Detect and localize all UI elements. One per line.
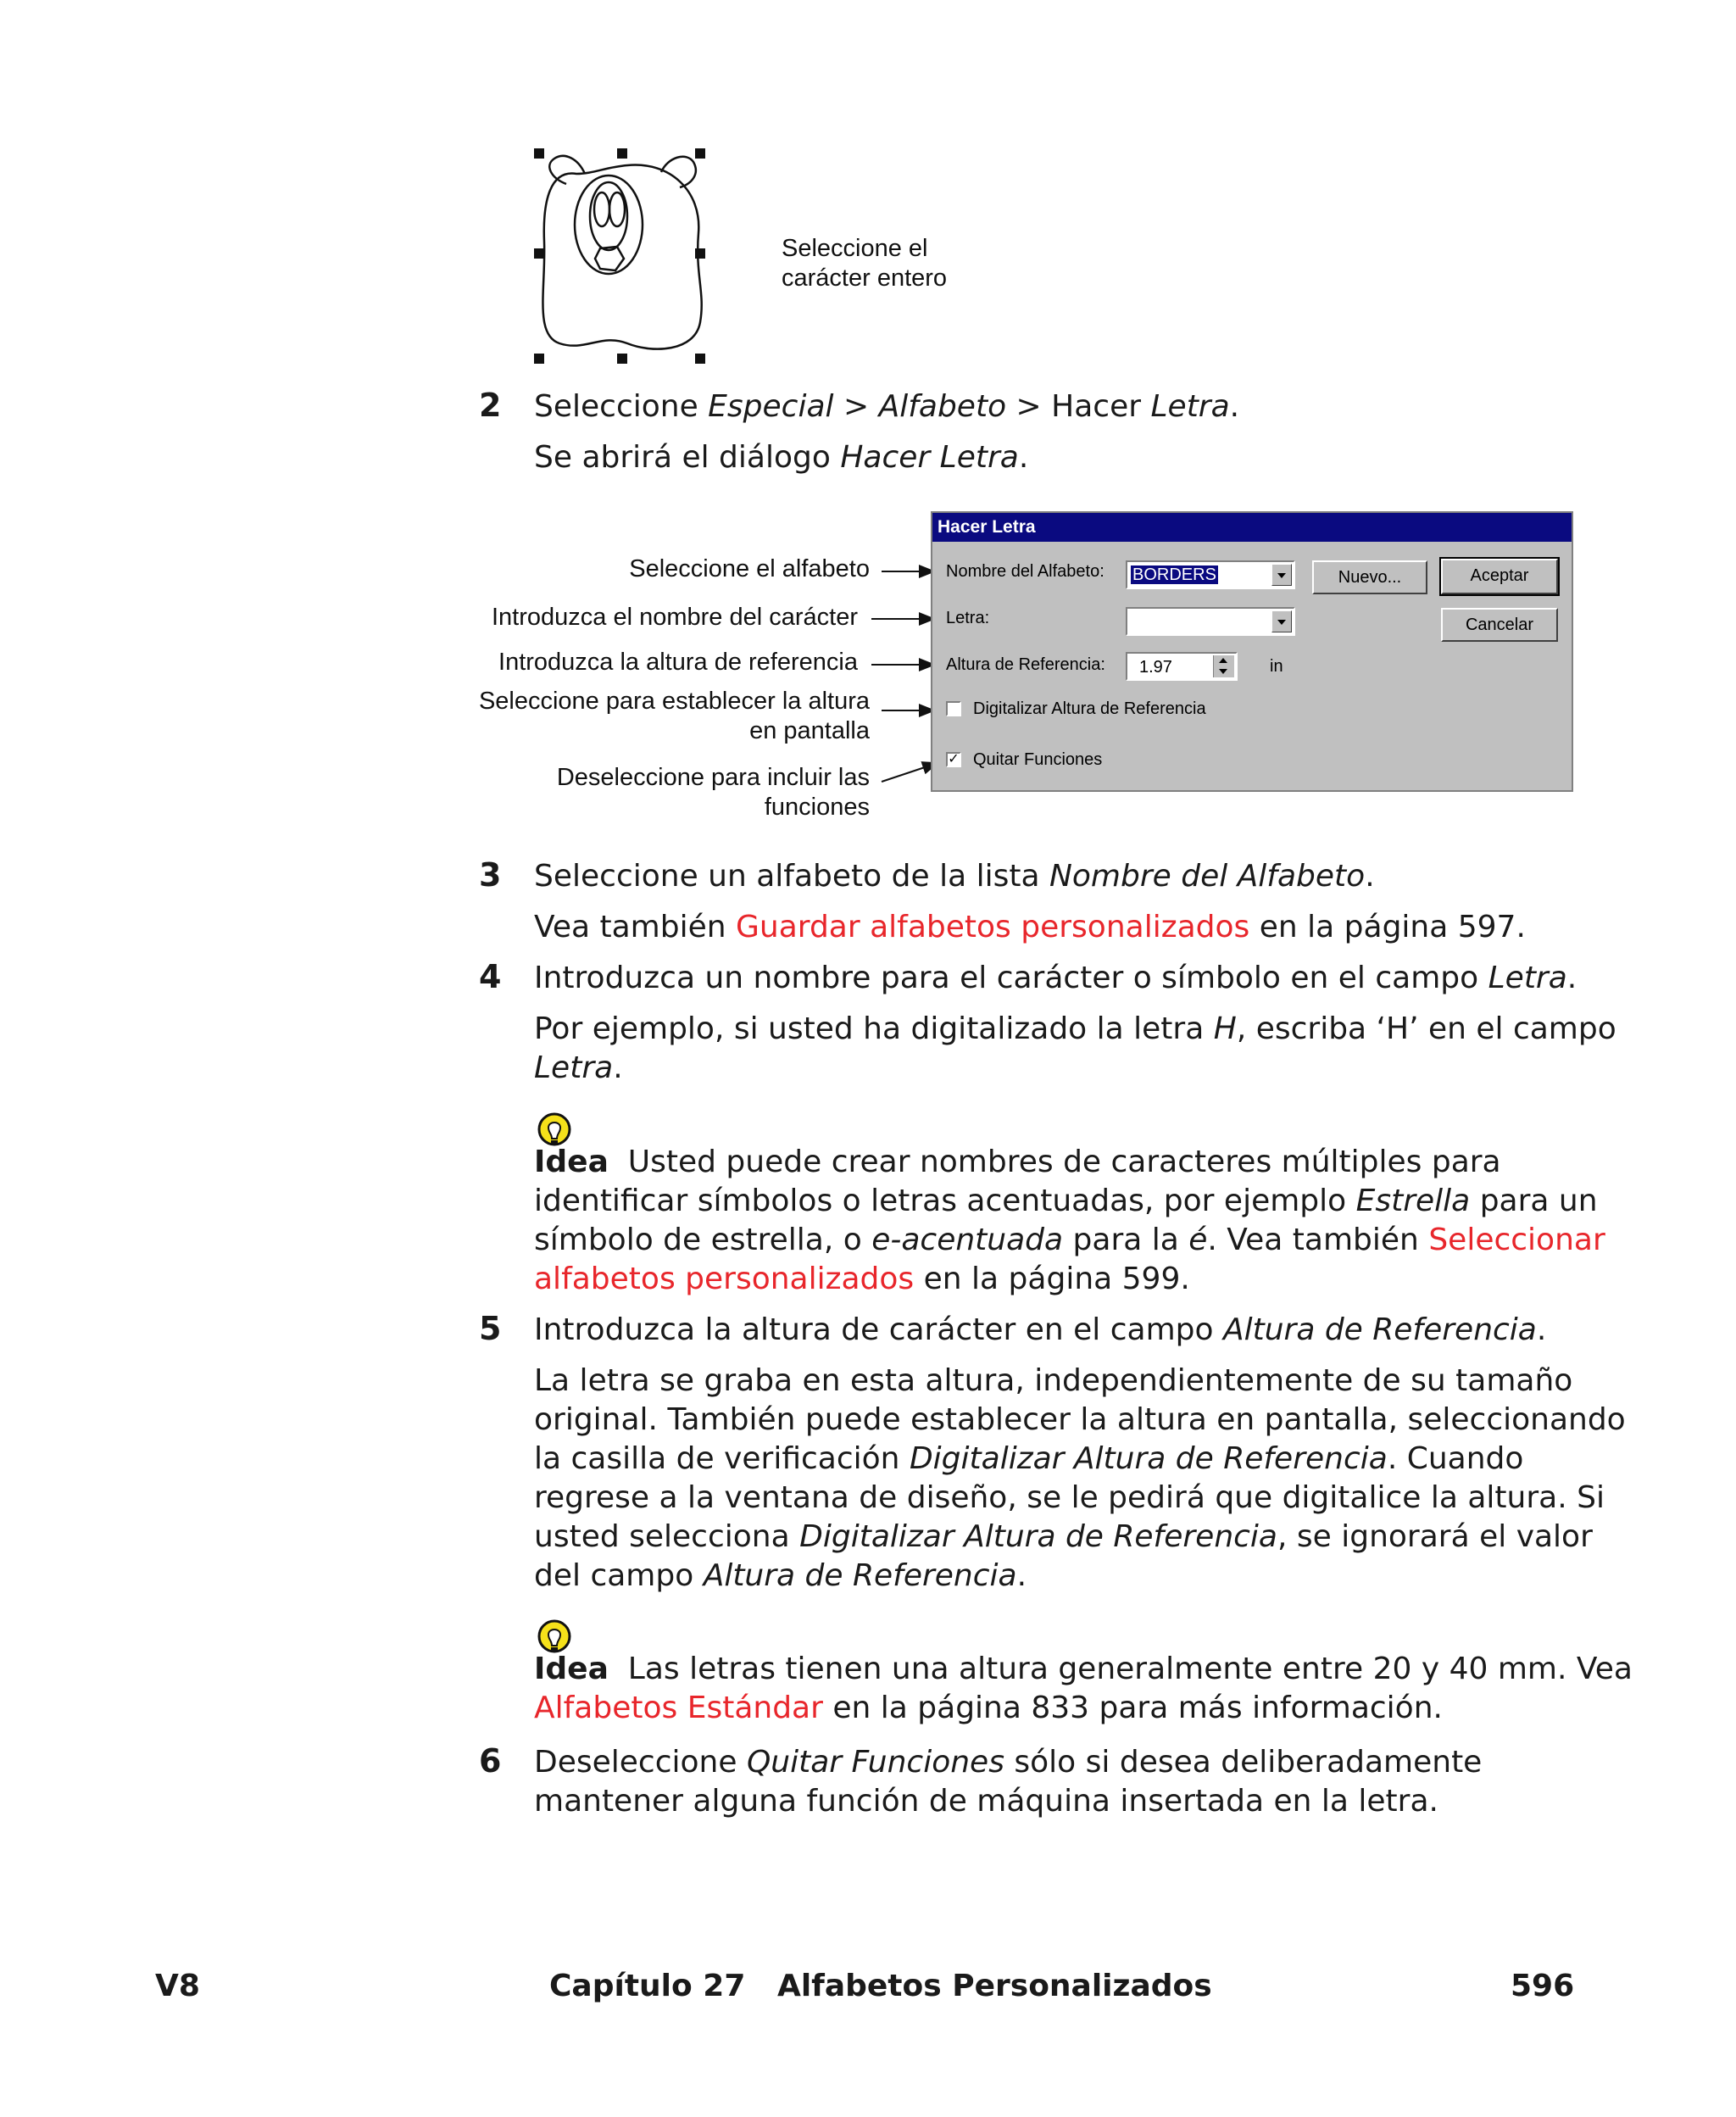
text-run: , se ignorará el valor [1277, 1519, 1593, 1554]
remove-functions-checkbox[interactable] [946, 752, 961, 767]
text-run: en la página 597. [1249, 910, 1526, 944]
remove-functions-label: Quitar Funciones [973, 750, 1103, 769]
text-run: en la página 833 para más información. [822, 1691, 1443, 1725]
step2-instruction [534, 387, 1239, 426]
spin-down-icon[interactable] [1219, 669, 1227, 674]
text-run: sólo si desea deliberadamente [1004, 1745, 1483, 1780]
alphabet-dropdown[interactable] [1126, 560, 1295, 589]
label-alphabet-name: Nombre del Alfabeto: [946, 562, 1104, 581]
text-run: . [613, 1050, 623, 1085]
checkmark-icon: ✓ [948, 752, 960, 766]
figure-caption-line1: Seleccione el [782, 235, 928, 262]
text-run: Seleccione un alfabeto de la lista [534, 859, 1049, 894]
footer-page-number: 596 [1511, 1969, 1575, 2003]
text-run: . Vea también [1207, 1223, 1429, 1257]
step2-result [534, 438, 1028, 477]
link-select-custom-alphabets[interactable]: Seleccionar [1428, 1223, 1605, 1257]
text-line: mantener alguna función de máquina insertada en la letra. [534, 1784, 1438, 1819]
text-run: > [833, 389, 879, 424]
text-line: regrese a la ventana de diseño, se le pedirá que digitalice la altura. Si [534, 1480, 1605, 1515]
step-number-6: 6 [479, 1742, 502, 1780]
callout-line: Deseleccione para incluir las [556, 764, 870, 791]
menu-especial: Especial [708, 389, 834, 424]
text-run: para un [1470, 1184, 1598, 1218]
dialog-name: Hacer Letra [840, 440, 1019, 475]
callout-enter-height: Introduzca la altura de referencia [498, 649, 858, 676]
idea-label: Idea [534, 1145, 609, 1179]
text-run: . Cuando [1387, 1441, 1524, 1476]
footer-chapter: Capítulo 27 Alfabetos Personalizados [549, 1969, 1212, 2003]
text-run: H [1213, 1011, 1237, 1046]
text-run: . [1566, 961, 1577, 995]
callout-line: funciones [764, 794, 870, 821]
callout-digitize-height [479, 687, 870, 746]
step5-paragraph [534, 1362, 1626, 1596]
ok-button[interactable]: Aceptar [1441, 559, 1558, 594]
text-run: del campo [534, 1558, 704, 1593]
link-select-custom-alphabets[interactable]: alfabetos personalizados [534, 1262, 915, 1296]
field-name: Altura de Referencia [1222, 1312, 1537, 1347]
callout-line: en pantalla [749, 717, 870, 744]
digitize-height-checkbox-row[interactable] [946, 698, 1285, 720]
callout-enter-name: Introduzca el nombre del carácter [492, 604, 858, 631]
text-run: . [1229, 389, 1240, 424]
text-line: La letra se graba en esta altura, independientemente de su tamaño [534, 1363, 1573, 1398]
new-button[interactable]: Nuevo... [1312, 560, 1427, 594]
reference-height-value: 1.97 [1139, 658, 1172, 677]
field-name: Letra [1488, 961, 1567, 995]
character-figure [526, 140, 729, 377]
text-run: Se abrirá el diálogo [534, 440, 841, 475]
text-run: la casilla de verificación [534, 1441, 910, 1476]
text-run: Por ejemplo, si usted ha digitalizado la letra [534, 1011, 1214, 1046]
figure-caption-line2: carácter entero [782, 265, 948, 292]
unit-label: in [1270, 657, 1283, 676]
menu-letra: Letra [1150, 389, 1230, 424]
callout-remove-functions [557, 763, 870, 822]
callout-line: Seleccione para establecer la altura [478, 688, 870, 715]
step-number-5: 5 [479, 1310, 502, 1347]
field-name: Quitar Funciones [746, 1745, 1004, 1780]
text-run: Usted puede crear nombres de caracteres múltiples para [627, 1145, 1501, 1179]
step5-instruction [534, 1311, 1546, 1350]
digitize-height-checkbox[interactable] [946, 701, 961, 716]
text-run: Las letras tienen una altura generalmente entre 20 y 40 mm. Vea [627, 1652, 1633, 1686]
footer-version: V8 [155, 1969, 200, 2003]
text-line: original. También puede establecer la altura en pantalla, seleccionando [534, 1402, 1626, 1437]
text-run: Deseleccione [534, 1745, 747, 1780]
text-run: Introduzca un nombre para el carácter o símbolo en el campo [534, 961, 1488, 995]
field-name: Letra [534, 1050, 614, 1085]
chevron-down-icon[interactable] [1271, 564, 1292, 586]
text-run: e-acentuada [871, 1223, 1064, 1257]
text-run: Introduzca la altura de carácter en el campo [534, 1312, 1223, 1347]
text-run: Digitalizar Altura de Referencia [799, 1519, 1277, 1554]
spin-up-icon[interactable] [1219, 658, 1227, 663]
callout-select-alphabet: Seleccione el alfabeto [629, 555, 870, 582]
chevron-down-icon[interactable] [1271, 610, 1292, 632]
text-run: , escriba ‘H’ en el campo [1236, 1011, 1616, 1046]
step4-example [534, 1010, 1616, 1088]
link-standard-alphabets[interactable]: Alfabetos Estándar [534, 1691, 823, 1725]
idea-label: Idea [534, 1652, 609, 1686]
text-run: para la [1063, 1223, 1189, 1257]
text-run: . [1365, 859, 1375, 894]
field-name: Nombre del Alfabeto [1049, 859, 1366, 894]
hacer-letra-dialog [931, 511, 1573, 792]
step-number-2: 2 [479, 387, 502, 424]
step6-instruction [534, 1743, 1482, 1821]
text-run: Altura de Referencia [703, 1558, 1017, 1593]
text-run: identificar símbolos o letras acentuadas, por ejemplo [534, 1184, 1356, 1218]
letter-dropdown[interactable] [1126, 607, 1295, 636]
step3-see-also [534, 908, 1526, 947]
idea2-block [534, 1650, 1633, 1728]
step-number-3: 3 [479, 856, 502, 894]
text-run: > Hacer [1006, 389, 1151, 424]
idea1-block [534, 1143, 1605, 1299]
digitize-height-label: Digitalizar Altura de Referencia [973, 699, 1206, 718]
cancel-button[interactable]: Cancelar [1441, 608, 1558, 642]
text-run: . [1016, 1558, 1027, 1593]
text-run: . [1536, 1312, 1547, 1347]
figure-caption [782, 234, 947, 293]
alphabet-selected-value: BORDERS [1132, 565, 1216, 584]
reference-height-field[interactable] [1126, 652, 1238, 681]
text-run: é [1188, 1223, 1208, 1257]
text-run: . [1018, 440, 1029, 475]
text-run: Seleccione [534, 389, 709, 424]
text-run: Estrella [1355, 1184, 1471, 1218]
text-run: Digitalizar Altura de Referencia [909, 1441, 1388, 1476]
step4-instruction [534, 959, 1577, 998]
menu-alfabeto: Alfabeto [878, 389, 1007, 424]
remove-functions-checkbox-row[interactable] [946, 749, 1285, 771]
label-reference-height: Altura de Referencia: [946, 655, 1105, 674]
link-save-custom-alphabets[interactable]: Guardar alfabetos personalizados [736, 910, 1250, 944]
step-number-4: 4 [479, 958, 502, 995]
dialog-title-bar: Hacer Letra [932, 513, 1572, 542]
spinner-buttons[interactable] [1213, 655, 1234, 677]
text-run: Vea también [534, 910, 736, 944]
text-run: símbolo de estrella, o [534, 1223, 872, 1257]
step3-instruction [534, 857, 1375, 896]
label-letter: Letra: [946, 609, 990, 627]
text-run: en la página 599. [914, 1262, 1190, 1296]
text-run: usted selecciona [534, 1519, 800, 1554]
